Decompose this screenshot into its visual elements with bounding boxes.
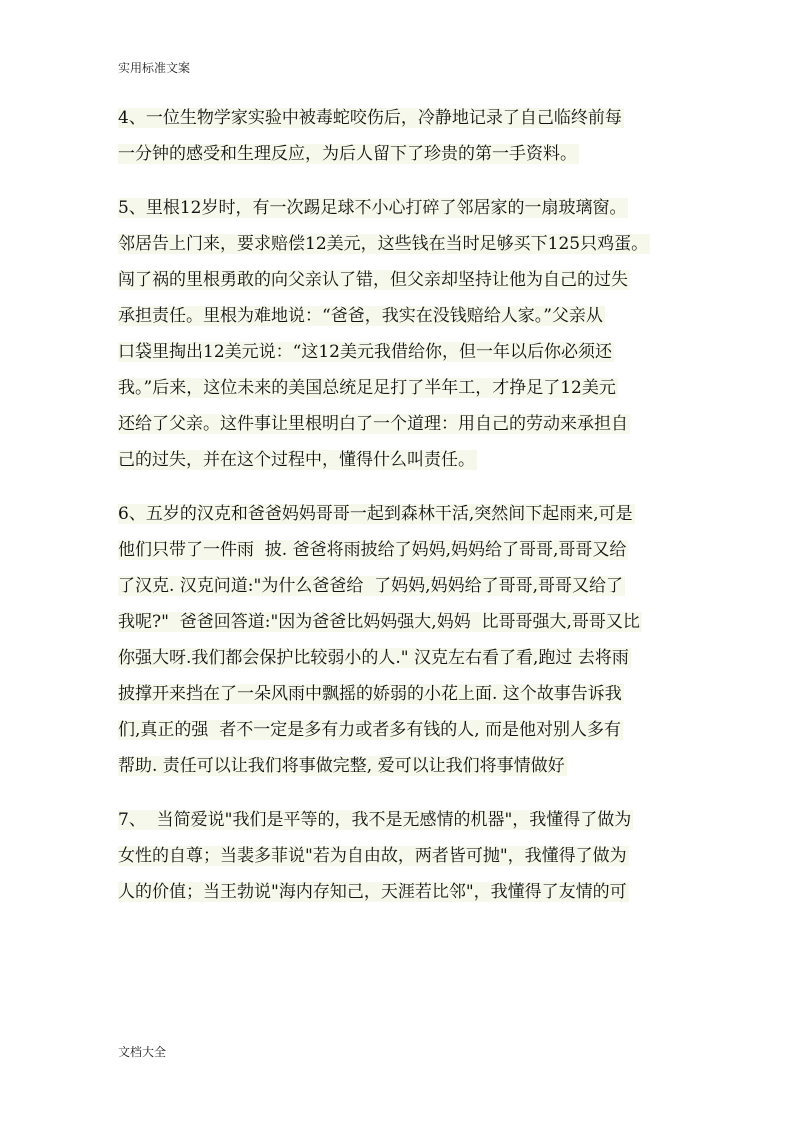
text-line: 承担责任。里根为难地说：“爸爸，我实在没钱赔给人家。”父亲从 — [118, 306, 603, 326]
text-line: 一分钟的感受和生理反应，为后人留下了珍贵的第一手资料。 — [118, 144, 577, 164]
text-line: 了汉克. 汉克问道:"为什么爸爸给 了妈妈,妈妈给了哥哥,哥哥又给了 — [118, 576, 623, 596]
text-line: 6、五岁的汉克和爸爸妈妈哥哥一起到森林干活,突然间下起雨来,可是 — [118, 504, 633, 524]
document-body — [118, 100, 680, 928]
paragraph-6 — [118, 496, 680, 784]
text-line: 人的价值；当王勃说"海内存知己，天涯若比邻"，我懂得了友情的可 — [118, 882, 627, 902]
paragraph-4 — [118, 100, 680, 172]
page-header: 实用标准文案 — [118, 61, 191, 75]
text-line: 帮助. 责任可以让我们将事做完整, 爱可以让我们将事情做好 — [118, 756, 565, 776]
text-line: 闯了祸的里根勇敢的向父亲认了错，但父亲却坚持让他为自己的过失 — [118, 270, 628, 290]
text-line: 7、 当简爱说"我们是平等的，我不是无感情的机器"，我懂得了做为 — [118, 810, 632, 830]
page-footer: 文档大全 — [118, 1045, 167, 1059]
text-line: 他们只带了一件雨 披. 爸爸将雨披给了妈妈,妈妈给了哥哥,哥哥又给 — [118, 540, 627, 560]
text-line: 己的过失，并在这个过程中，懂得什么叫责任。 — [118, 450, 475, 470]
text-line: 你强大呀.我们都会保护比较弱小的人." 汉克左右看了看,跑过 去将雨 — [118, 648, 629, 668]
text-line: 5、里根12岁时，有一次踢足球不小心打碎了邻居家的一扇玻璃窗。 — [118, 198, 627, 218]
text-line: 女性的自尊；当裴多菲说"若为自由故，两者皆可抛"，我懂得了做为 — [118, 846, 627, 866]
text-line: 4、一位生物学家实验中被毒蛇咬伤后，冷静地记录了自己临终前每 — [118, 108, 622, 128]
text-line: 还给了父亲。这件事让里根明白了一个道理：用自己的劳动来承担自 — [118, 414, 628, 434]
text-line: 们,真正的强 者不一定是多有力或者多有钱的人, 而是他对别人多有 — [118, 720, 622, 740]
text-line: 邻居告上门来，要求赔偿12美元，这些钱在当时足够买下125只鸡蛋。 — [118, 234, 649, 254]
text-line: 我呢?" 爸爸回答道:"因为爸爸比妈妈强大,妈妈 比哥哥强大,哥哥又比 — [118, 612, 640, 632]
text-line: 我。”后来，这位未来的美国总统足足打了半年工，才挣足了12美元 — [118, 378, 616, 398]
paragraph-5 — [118, 190, 680, 478]
text-line: 披撑开来挡在了一朵风雨中飘摇的娇弱的小花上面. 这个故事告诉我 — [118, 684, 622, 704]
paragraph-7 — [118, 802, 680, 910]
text-line: 口袋里掏出12美元说：“这12美元我借给你，但一年以后你必须还 — [118, 342, 612, 362]
